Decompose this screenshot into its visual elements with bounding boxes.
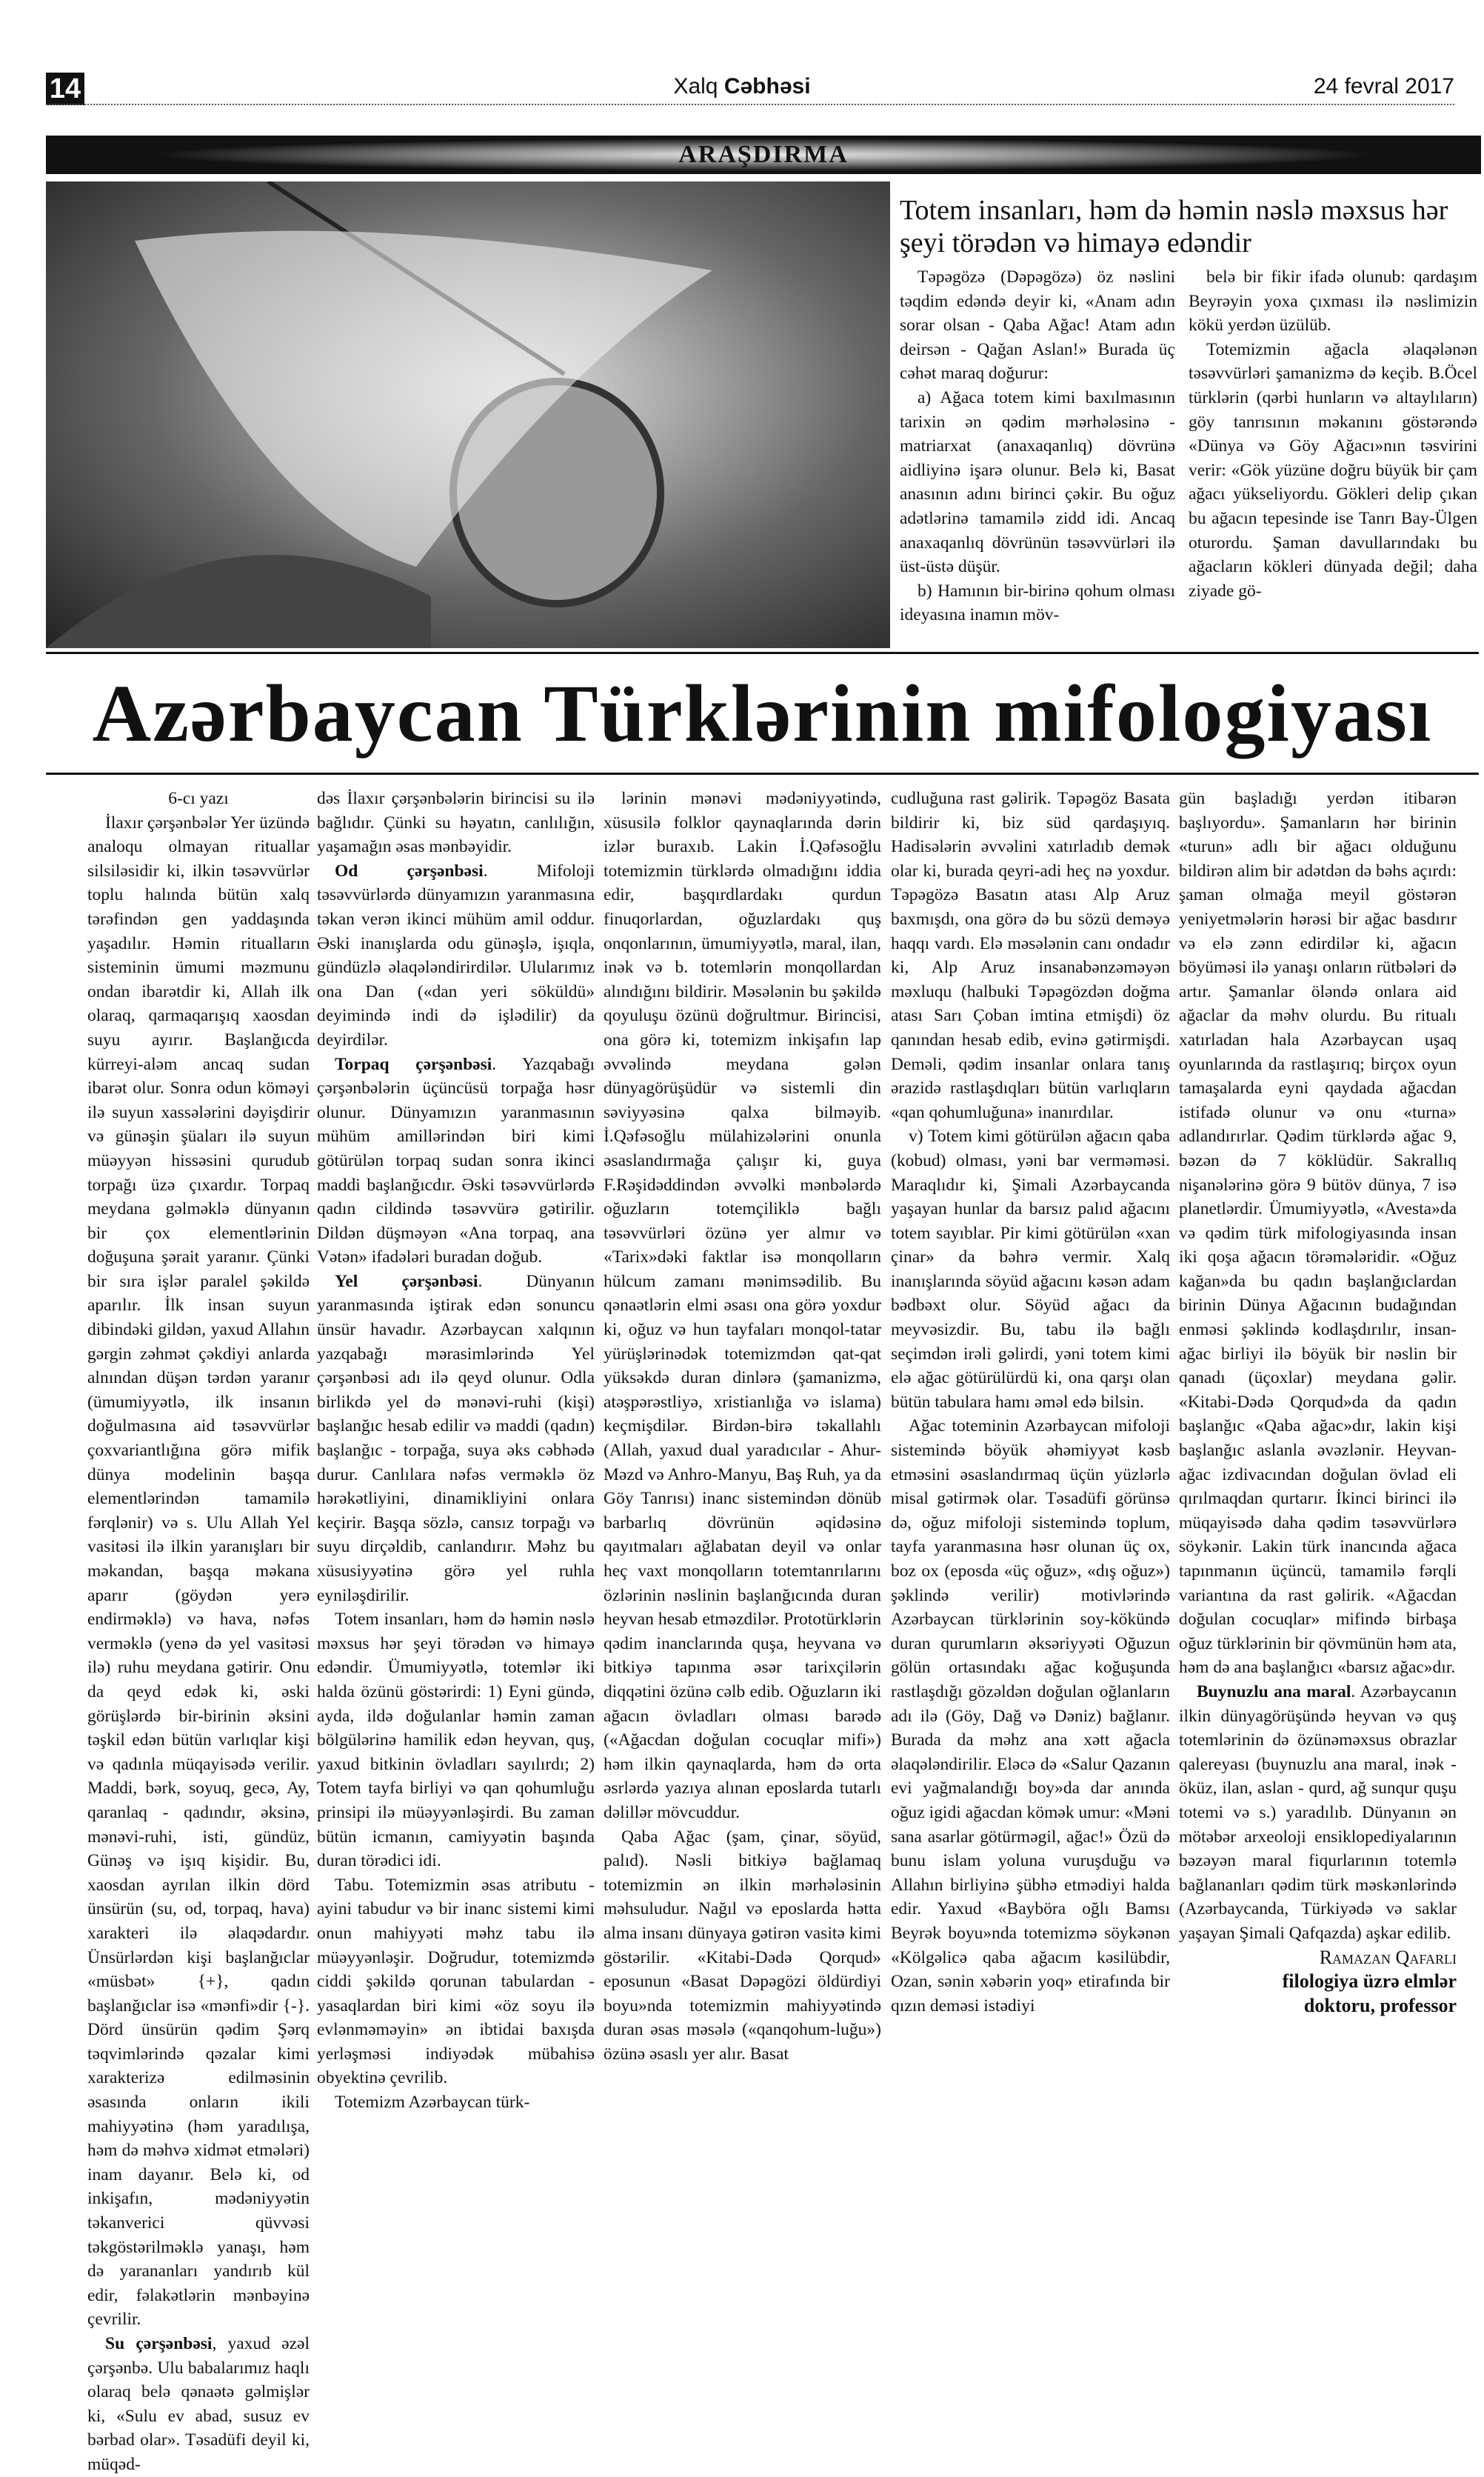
author-signature (1179, 1946, 1457, 2018)
paragraph-text: . Dünyanın yaranmasında iştirak edən sonuncu ünsür havadır. Azərbaycan xalqının yazqabağı mərasimlərində Yel çərşənbəsi adı ilə qeyd olunur. Odla birlikdə yel də mənəvi-ruhi (kişi) başlanğıc hesab edilir və maddi (qadın) başlanğıc - torpağa, suya əks cəbhədə durur. Canlılara nəfəs verməklə öz hərəkətliyini, dinamikliyini onlara keçirir. Başqa sözlə, cansız torpağı və suyu dirçəldib, canlandırır. Məhz bu xüsusiyyətinə görə yel ruhla eyniləşdirilir. (317, 1271, 595, 1605)
paragraph (317, 2090, 595, 2115)
issue-date: 24 fevral 2017 (1313, 74, 1454, 99)
paragraph: belə bir fikir ifadə olunub: qardaşım Beyrəyin yoxa çıxması ilə nəslimizin kökü yerdən üzülüb. (1189, 267, 1477, 336)
paragraph: Təpəgözə (Dəpəgözə) öz nəslini təqdim edəndə deyir ki, «Anam adın sorar olsan - Qaba Ağac! Atam adın deirsən - Qağan Aslan!» Burada üç cəhət maraq doğurur: (900, 267, 1175, 384)
paragraph-text: Totemizm Azərbaycan türk- (335, 2093, 530, 2113)
subheadline: Totem insanları, həm də həmin nəslə məxsus hər şeyi törədən və himayə edəndir (900, 195, 1448, 259)
page-number: 14 (46, 73, 84, 105)
paragraph-text: dəs İlaxır çərşənbələrin birincisi su ilə bağlıdır. Çünki su həyatın, canlılığın, yaşamağın əsas mənbəyidir. (317, 789, 595, 857)
paragraph (317, 859, 595, 1053)
newspaper-name-2: Cəbhəsi (723, 74, 811, 99)
paragraph (87, 787, 310, 811)
paragraph-text: . Azərbaycanın ilkin dünyagörüşündə heyvan və quş totemlərinin də özünəməxsus obrazlar qalereyası (buynuzlu ana maral, inək - öküz, ilan, aslan - qurd, ağ sunqur quşu totemi və s.) yaradılıb. Dünyanın ən mötəbər arxeoloji ensiklopediyalarının bəzəyən maral fiqurlarının totemlə bağlananları qədim türk məskənlərində (Azərbaycanda, Türkiyədə və saklar yaşayan Şimali Qafqazda) aşkar edilib. (1179, 1681, 1457, 1943)
paragraph (891, 1414, 1170, 2018)
header-divider (46, 104, 1454, 105)
paragraph-lead: Torpaq çərşənbəsi (335, 1054, 492, 1074)
paragraph-text: v) Totem kimi götürülən ağacın qaba (kobud) olması, yəni bar verməməsi. Maraqlıdır ki, Şimali Azərbaycanda yaşayan hunlar da barsız palıd ağacını totem sayıblar. Pir kimi götürülən «xan çinar» da bəhrə vermir. Xalq inanışlarında söyüd ağacını kəsən adam bədbəxt olur. Söyüd ağacı da meyvəsizdir. Bu, tabu ilə bağlı seçimdən irəli gəlirdi, yəni totem kimi elə ağac götürülürdü ki, ona qarşı olan bütün tabulara hamı əməl edə bilsin. (891, 1127, 1170, 1412)
paragraph (87, 811, 310, 2332)
paragraph-text: 6-cı yazı (168, 789, 229, 808)
paragraph (317, 1270, 595, 1607)
paragraph-text: . Mifoloji təsəvvürlərdə dünyamızın yaranmasına təkan verən ikinci mühüm amil oddur. Əski inanışlarda odu günəşlə, işıqla, gündüzlə əlaqələndirirdilər. Ulularımız ona Dan («dan yeri söküldü» deyimində indi də işlədilir) da deyirdilər. (317, 861, 595, 1050)
paragraph-text: Ağac toteminin Azərbaycan mifoloji sistemində böyük əhəmiyyət kəsb etməsini əsaslandırmaq üçün yüzlərlə misal gətirmək olar. Təsadüfi görünsə də, oğuz mifoloji sistemində toplum, tayfa yaranmasına həsr olunan üç ox, boz ox (eposda «üç oğuz», «dış oğuz») şəklində verilir) motivlərində Azərbaycan türklərinin soy-kökündə duran qurumların əksəriyyəti Oğuzun gölün ortasındakı ağac koğuşunda rastlaşdığı gözəldən doğulan oğlanların adı ilə (Göy, Dağ və Dəniz) bağlanır. Burada da məhz ana xətt ağacla əlaqələndirilir. Eləcə də «Salur Qazanın evi yağmalandığı boy»da dar anında oğuz igidi ağacdan kömək umur: «Məni sana asarlar götürməgil, ağac!» Özü də bunu islam yoluna vuruşduğu və Allahın birliyinə şübhə etmədiyi halda edir. Yaxud «Bayböra oğlı Bamsı Beyrək boyu»nda totemizmə söykənən «Kölgəlicə qaba ağacım kəsilübdir, Ozan, sənin xəbərin yoq» etirafında bir qızın deməsi istədiyi (891, 1416, 1170, 2016)
paragraph (1179, 787, 1457, 1680)
paragraph (317, 787, 595, 859)
paragraph-lead: Od çərşənbəsi (335, 861, 484, 881)
paragraph-lead: Yel çərşənbəsi (335, 1271, 478, 1291)
column-4 (891, 787, 1170, 2018)
section-banner: ARAŞDIRMA (46, 136, 1481, 174)
column-2 (317, 787, 595, 2115)
paragraph-lead: Su çərşənbəsi (105, 2334, 213, 2353)
paragraph-text: Qaba Ağac (şam, çinar, söyüd, palıd). Nəsli bitkiyə bağlamaq totemizmin ən ilkin mərhələsinin məhsuludur. Nağıl və eposlarda hətta alma insanı dünyaya gətirən vasitə kimi göstərilir. «Kitabi-Dədə Qorqud» eposunun «Basat Dəpəgözi öldürdiyi boyu»nda totemizmin mahiyyətində duran əsas məsələ («qanqohum-luğu») özünə əsaslı yer alır. Basat (604, 1827, 881, 2064)
paragraph-text: İlaxır çərşənbələr Yer üzündə analoqu olmayan rituallar silsiləsidir ki, ilkin təsəvvürlər toplu halında bütün xalq tərəfindən gen yaddaşında yaşadılır. Həmin ritualların sisteminin ümumi məzmunu ondan ibarətdir ki, Allah ilk olaraq, qarmaqarışıq xaosdan suyu ayırır. Başlanğıcda kürreyi-aləm ancaq sudan ibarət olur. Sonra odun köməyi ilə suyun xassələrini dəyişdirir və günəşin şüaları ilə suyun müəyyən hissəsini qurudub torpağı üzə çıxardır. Torpaq meydana gəlməklə dünyanın bir çox elementlərinin doğuşuna şərait yaranır. Çünki bir sıra işlər paralel şəkildə aparılır. İlk insan suyun dibindəki gildən, yaxud Allahın gərgin zəhmət çəkdiyi anlarda alnından düşən tərdən yaranır (ümumiyyətlə, ilk insanın doğulmasına aid təsəvvürlər çoxvariantlığına görə mifik dünya modelinin başqa elementlərindən tamamilə fərqlənir) və s. Ulu Allah Yel vasitəsi ilə ilkin yaranışları bir məkandan, başqa məkana aparır (göydən yerə endirməklə) və hava, nəfəs verməklə (yenə də yel vasitəsi ilə) ruhu meydana gətirir. Onu da qeyd edək ki, əski görüşlərdə bir-birinin əksini təşkil edən bütün varlıqlar kişi və qadınla müqayisədə verilir. Maddi, bərk, soyuq, gecə, Ay, qaranlaq - qadındır, əksinə, mənəvi-ruhi, isti, gündüz, Günəş və işıq kişidir. Bu, xaosdan ayrılan ilkin dörd ünsürün (su, od, torpaq, hava) xarakteri ilə əlaqədardır. Ünsürlərdən kişi başlanğıclar «müsbət» {+}, qadın başlanğıclar isə «mənfi»dir {-}. Dörd ünsürün qədim Şərq təqvimlərində qəzalar kimi xarakterizə edilməsinin əsasında onların ikili mahiyyətinə (həm yaradılışa, həm də məhvə xidmət etmələri) inam dayanır. Belə ki, od inkişafın, mədəniyyətin təkanverici qüvvəsi təkgöstərilməklə yanaşı, həm də yarananları yandırıb kül edir, fəlakətlərin mənbəyinə çevrilir. (87, 813, 310, 2330)
paragraph: Totemizmin ağacla əlaqələnən təsəvvürləri şamanizmə də keçib. B.Öcel türklərin (qərbi hunların və altaylıların) göy tanrısının məkanını göstərəndə «Dünya və Göy Ağacı»nın təsvirini verir: «Gök yüzüne doğru büyük bir çam ağacı yükseliyordu. Gökleri delip çıkan bu ağacın tepesinde ise Tanrı Bay-Ülgen oturordu. Şaman davullarındakı bu ağacların kökleri dünyada değil; daha ziyade gö- (1189, 339, 1477, 601)
paragraph-text: gün başladığı yerdən itibarən başlıyordu». Şamanların hər birinin «turun» adlı bir ağacı olduğunu bildirən alim bir adətdən də bəhs açırdı: şaman olmağa meyil göstərən yeniyetmələrin hərəsi bir ağac basdırır və elə zənn edirdilər ki, ağacın böyüməsi ilə yanaşı onların rütbələri də artır. Şamanlar öləndə onlara aid ağaclar da məhv olurdu. Bu ritualı xatırladan hala Azərbaycan uşaq oyunlarında da rastlaşırıq; birçox oyun tamaşalarda eyni qaydada ağacdan istifadə olunur və onu «turna» adlandırırlar. Qədim türklərdə ağac 9, bəzən də 7 köklüdür. Sakrallıq nişanələrinə görə 9 bütöv dünya, 7 isə planetlərdir. Ümumiyyətlə, «Avesta»da və qədim türk mifologiyasında insan iki qoşa ağacın törəmələridir. «Oğuz kağan»da bu qadın başlanğıclardan birinin Dünya Ağacının budağından enməsi şəklində kodlaşdırılır, insan-ağac birliyi ilə böyük bir nəslin bir qanadı (üçoxlar) meydana gəlir. «Kitabi-Dədə Qorqud»da da qadın başlanğıc «Qaba ağac»dır, lakin kişi başlanğıc aslanla əvəzlənir. Heyvan-ağac izdivacından doğulan övlad eli qırılmaqdan qurtarır. İkinci birinci ilə müqayisədə daha qədim təsəvvürlərə söykənir. Lakin türk inancında ağaca tapınmanın üçüncü, tamamilə fərqli variantına da rast gəlirik. «Ağacdan doğulan cocuqlar» mifində birbaşa oğuz türklərinin bir qövmünün həm ata, həm də ana başlanğıcı «barsız ağac»dır. (1179, 789, 1457, 1678)
article-title: Azərbaycan Türklərinin mifologiyası (46, 652, 1479, 775)
paragraph-text: , yaxud əzəl çərşənbə. Ulu babalarımız haqlı olaraq belə qənaətə gəlmişlər ki, «Sulu ev abad, susuz ev bərbad olar». Təsadüfi deyil ki, müqəd- (87, 2334, 310, 2474)
paragraph-text: . Yazqabağı çərşənbələrin üçüncüsü torpağa həsr olunur. Dünyamızın yaranmasının mühüm amillərindən biri kimi götürülən torpaq sudan sonra ikinci maddi başlanğıcdır. Əski təsəvvürlərdə qadın cildində təsəvvürə gətirilir. Dildən düşməyən «Ana torpaq, ana Vətən» ifadələri buradan doğub. (317, 1054, 595, 1267)
author-name: Ramazan Qafarlı (1319, 1946, 1457, 1968)
paragraph (891, 787, 1170, 1124)
paragraph: a) Ağaca totem kimi baxılmasının tarixin ən qədim mərhələsinə - matriarxat (anaxaqanlıq) dövrünə aidliyinə işarə olunur. Belə ki, Basat anasının adını birinci çəkir. Bu oğuz adətlərinə tamamilə zidd idi. Ancaq anaxaqanlıq dövrünün təsəvvürləri ilə üst-üstə düşür. (900, 387, 1175, 577)
paragraph (317, 1607, 595, 1873)
paragraph (1179, 1680, 1457, 1946)
column-3 (604, 787, 881, 2066)
author-title-2: doktoru, professor (1303, 1994, 1457, 2016)
paragraph-lead: Buynuzlu ana maral (1197, 1681, 1351, 1701)
paragraph-text: cudluğuna rast gəlirik. Təpəgöz Basata bildirir ki, biz süd qardaşıyıq. Hadisələrin əvvəlini xatırladıb demək olar ki, burada qeyri-adi heç nə yoxdur. Təpəgözə Basatın atası Alp Aruz baxmışdı, ona görə də bu sözü deməyə haqqı vardı. Elə məsələnin canı ondadır ki, Alp Aruz insanabənzəməyən məxluqu (halbuki Təpəgözdən doğma atası Sarı Çoban imtina etmişdi) öz qanından hesab edib, evinə gətirmişdi. Deməli, qədim insanlar onlara tanış ərazidə rastlaşdıqları bütün varlıqların «qan qohumluğuna» inanırdılar. (891, 789, 1170, 1122)
paragraph (891, 1124, 1170, 1414)
newspaper-name (0, 74, 1484, 99)
top-column-2 (1189, 265, 1477, 603)
paragraph-text: Totem insanları, həm də həmin nəslə məxsus hər şeyi törədən və himayə edəndir. Ümumiyyətlə, totemlər iki halda özünü göstərirdi: 1) Eyni gündə, ayda, ildə doğulanlar həmin zaman bölgülərinə hamilik edən heyvan, quş, yaxud bitkinin övladları sayılırdı; 2) Totem tayfa birliyi və qan qohumluğu prinsipi ilə müəyyənləşirdi. Bu zaman bütün icmanın, camiyyətin başında duran törədici idi. (317, 1610, 595, 1871)
column-1 (87, 787, 310, 2477)
paragraph (317, 1053, 595, 1270)
article-illustration (46, 181, 890, 648)
paragraph-text: lərinin mənəvi mədəniyyətində, xüsusilə folklor qaynaqlarında dərin izlər buraxıb. Lakin İ.Qəfəsoğlu totemizmin türklərdə olmadığını iddia edir, başqırdlardakı qurdun finuqorlardan, oğuzlardakı quş onqonlarının, ümumiyyətlə, maral, ilan, inək və b. totemlərin monqollardan alındığını bildirir. Məsələnin bu şəkildə qoyuluşu özünü doğrultmur. Birincisi, ona görə ki, totemizm inkişafın lap əvvəlində meydana gələn dünyagörüşüdür və sistemli din səviyyəsinə qalxa bilməyib. İ.Qəfəsoğlu mülahizələrini onunla əsaslandırmağa çalışır ki, guya F.Rəşidəddindən əvvəlki mənbələrdə oğuzların totemçiliklə bağlı təsəvvürləri özünə yer almır və «Tarix»dəki faktlar isə monqolların hülcum zamanı mənimsədilib. Bu qənaətlərin elmi əsası ona görə yoxdur ki, oğuz və hun tayfaları monqol-tatar yürüşlərinədək totemizmdən qat-qat yüksəkdə duran dinlərə (şamanizmə, atəşpərəstliyə, xristianlığa və islama) keçmişdilər. Birdən-birə təkallahlı (Allah, yaxud dual yaradıcılar - Ahur-Məzd və Anhro-Manyu, Baş Ruh, ya da Göy Tanrısı) inanc sistemindən dönüb barbarlıq dövrünün əqidəsinə qayıtmaları ağlabatan deyil və onlar heç vaxt monqolların totemtanrılarını özlərinin nəslinin başlanğıcında duran heyvan hesab etməzdilər. Prototürklərin qədim inanclarında quşa, heyvana və bitkiyə tapınma əsər tarixçilərin diqqətini özünə cəlb edib. Oğuzların iki ağacın övladları olması barədə («Ağacdan doğulan cocuqlar mifi») həm ilkin qaynaqlarda, həm də orta əsrlərdə yazıya alınan eposlarda tutarlı dəlillər mövcuddur. (604, 789, 881, 1822)
paragraph (317, 1873, 595, 2090)
author-title-1: filologiya üzrə elmlər (1282, 1970, 1457, 1993)
paragraph: b) Hamının bir-birinə qohum olması ideyasına inamın möv- (900, 581, 1175, 625)
newspaper-name-1: Xalq (673, 74, 718, 99)
paragraph (87, 2332, 310, 2477)
warrior-illustration-icon (46, 181, 890, 648)
top-column-1 (900, 265, 1175, 627)
paragraph-text: Tabu. Totemizmin əsas atributu - ayini tabudur və bir inanc sistemi kimi onun mahiyyəti məhz tabu ilə müəyyənləşir. Doğrudur, totemizmdə ciddi şəkildə qorunan tabulardan - yasaqlardan biri kimi «öz soyu ilə evlənməməyin» ən ibtidai baxışda yerləşməsi indiyədək mübahisə obyektinə çevrilib. (317, 1875, 595, 2088)
column-5 (1179, 787, 1457, 2018)
paragraph (604, 1825, 881, 2067)
paragraph (604, 787, 881, 1825)
